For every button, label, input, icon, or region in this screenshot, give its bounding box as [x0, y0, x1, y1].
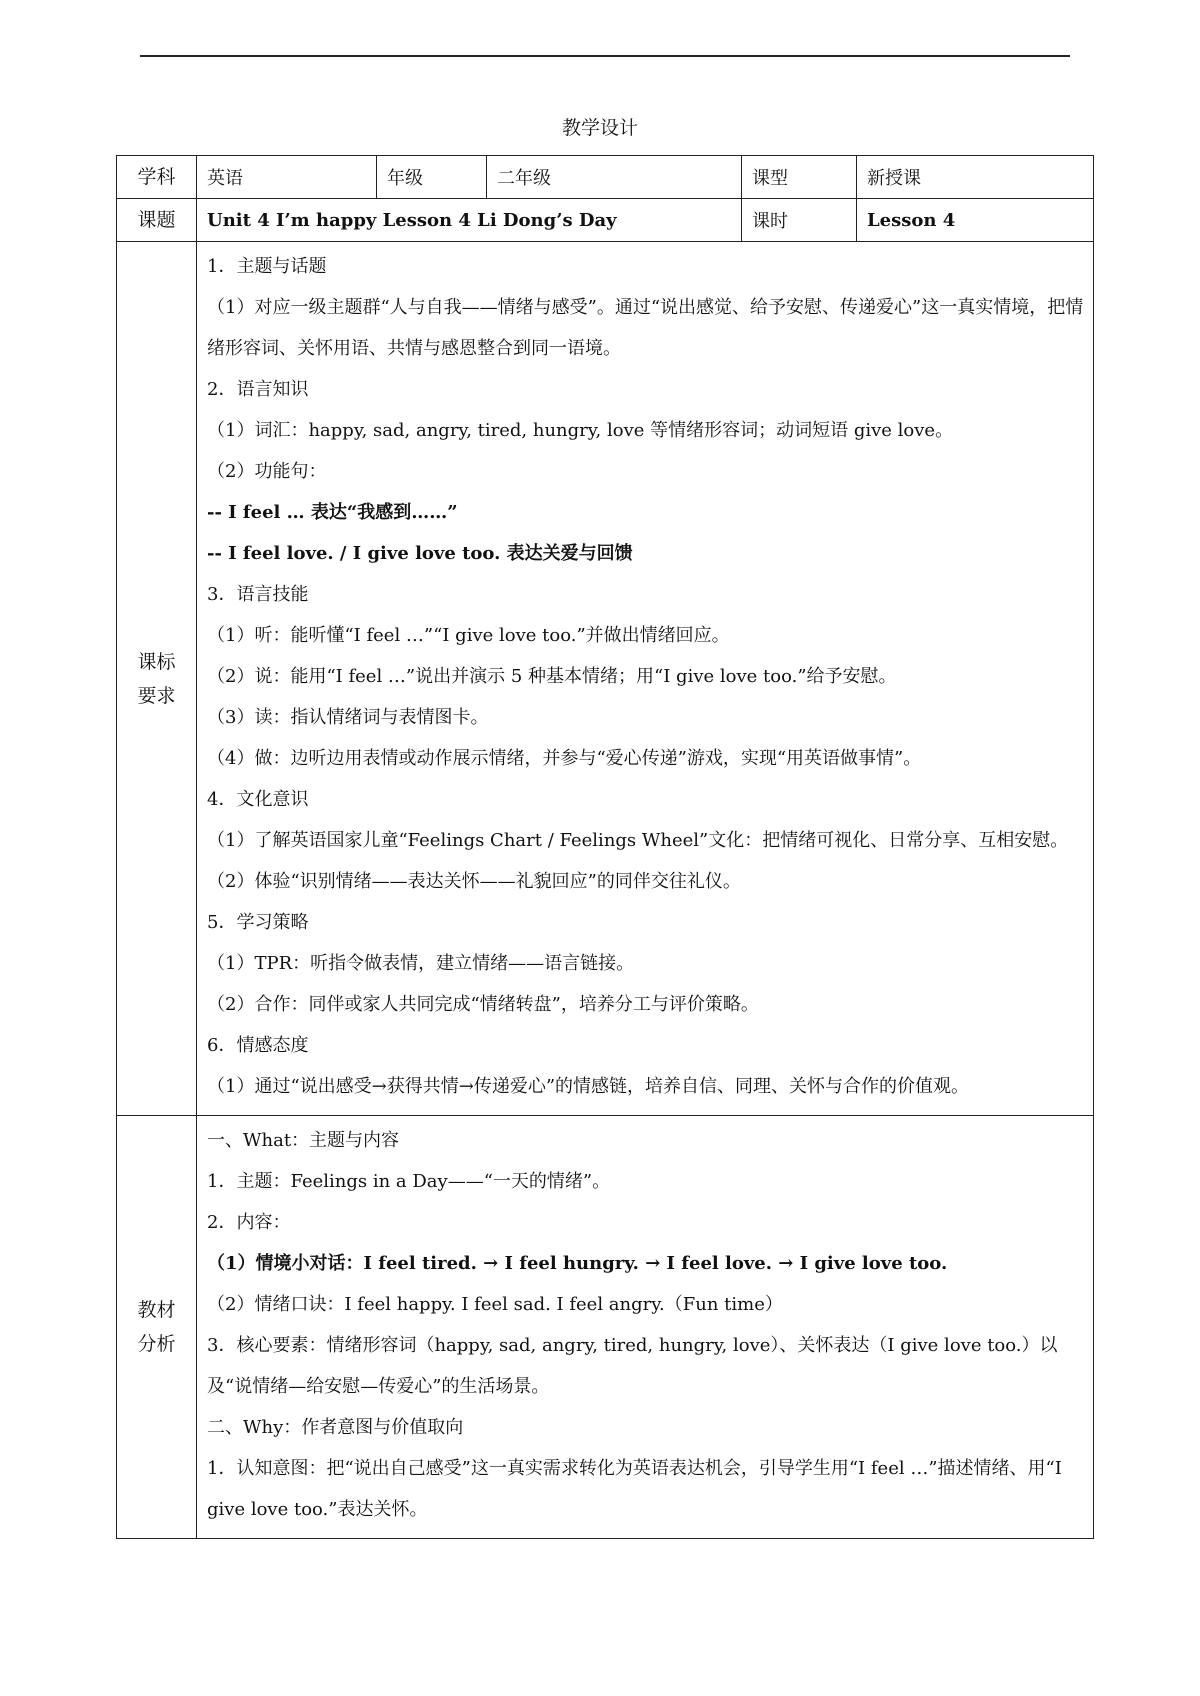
subject-value: 英语	[197, 156, 377, 199]
text-line: （1）听：能听懂“I feel …”“I give love too.”并做出情绪回应。	[207, 625, 730, 646]
text-line: （4）做：边听边用表情或动作展示情绪，并参与“爱心传递”游戏，实现“用英语做事情”。	[207, 748, 922, 769]
analysis-label-line1: 教材	[137, 1299, 176, 1321]
text-line: （1）对应一级主题群“人与自我——情绪与感受”。通过“说出感觉、给予安慰、传递爱心”这一真实情境，把情绪形容词、关怀用语、共情与感恩整合到同一语境。	[207, 297, 1084, 359]
text-line: （3）读：指认情绪词与表情图卡。	[207, 707, 489, 728]
subject-label: 学科	[117, 156, 197, 199]
text-line: -- I feel love. / I give love too. 表达关爱与回馈	[207, 543, 633, 564]
table-row	[117, 156, 1094, 199]
text-line: 2．内容：	[207, 1212, 291, 1233]
table-row	[117, 199, 1094, 242]
text-line: （1）了解英语国家儿童“Feelings Chart / Feelings Wheel”文化：把情绪可视化、日常分享、互相安慰。	[207, 830, 1069, 851]
text-line: 1．认知意图：把“说出自己感受”这一真实需求转化为英语表达机会，引导学生用“I feel …”描述情绪、用“I give love too.”表达关怀。	[207, 1458, 1062, 1520]
analysis-content	[197, 1116, 1094, 1539]
standards-label-line2: 要求	[137, 684, 176, 707]
text-line: （2）功能句：	[207, 461, 327, 482]
lesson-type-label: 课型	[742, 156, 857, 199]
section-heading: 1．主题与话题	[207, 256, 327, 277]
analysis-label	[117, 1116, 197, 1539]
text-line: （1）通过“说出感受→获得共情→传递爱心”的情感链，培养自信、同理、关怀与合作的价值观。	[207, 1076, 970, 1097]
text-line: （1）情境小对话：I feel tired. → I feel hungry. → I feel love. → I give love too.	[207, 1253, 948, 1274]
analysis-label-line2: 分析	[137, 1333, 176, 1355]
grade-label: 年级	[377, 156, 487, 199]
standards-label	[117, 242, 197, 1116]
text-line: 1．主题：Feelings in a Day——“一天的情绪”。	[207, 1171, 611, 1192]
standards-content	[197, 242, 1094, 1116]
standards-row	[117, 242, 1094, 1116]
text-line: （2）合作：同伴或家人共同完成“情绪转盘”，培养分工与评价策略。	[207, 994, 759, 1015]
text-line: （2）体验“识别情绪——表达关怀——礼貌回应”的同伴交往礼仪。	[207, 871, 741, 892]
section-heading: 5．学习策略	[207, 912, 309, 933]
text-line: -- I feel … 表达“我感到……”	[207, 502, 458, 523]
document-title: 教学设计	[561, 117, 638, 139]
grade-value: 二年级	[487, 156, 742, 199]
section-heading: 二、Why：作者意图与价值取向	[207, 1417, 464, 1438]
period-label: 课时	[742, 199, 857, 242]
lesson-plan-table	[116, 155, 1094, 1539]
standards-label-line1: 课标	[137, 650, 176, 673]
section-heading: 4．文化意识	[207, 789, 309, 810]
text-line: 3．核心要素：情绪形容词（happy, sad, angry, tired, hungry, love）、关怀表达（I give love too.）以及“说情绪—给安慰—传爱心”的生活场景。	[207, 1335, 1058, 1397]
analysis-row	[117, 1116, 1094, 1539]
lesson-type-value: 新授课	[857, 156, 1094, 199]
text-line: （1）词汇：happy, sad, angry, tired, hungry, love 等情绪形容词；动词短语 give love。	[207, 420, 954, 441]
section-heading: 一、What：主题与内容	[207, 1130, 400, 1151]
top-rule	[140, 55, 1070, 57]
period-value: Lesson 4	[857, 199, 1094, 242]
text-line: （2）说：能用“I feel …”说出并演示 5 种基本情绪；用“I give love too.”给予安慰。	[207, 666, 897, 687]
topic-value: Unit 4 I’m happy Lesson 4 Li Dong’s Day	[197, 199, 742, 242]
section-heading: 3．语言技能	[207, 584, 309, 605]
topic-label: 课题	[117, 199, 197, 242]
text-line: （1）TPR：听指令做表情，建立情绪——语言链接。	[207, 953, 635, 974]
section-heading: 2．语言知识	[207, 379, 309, 400]
section-heading: 6．情感态度	[207, 1035, 309, 1056]
text-line: （2）情绪口诀：I feel happy. I feel sad. I feel angry.（Fun time）	[207, 1294, 783, 1315]
